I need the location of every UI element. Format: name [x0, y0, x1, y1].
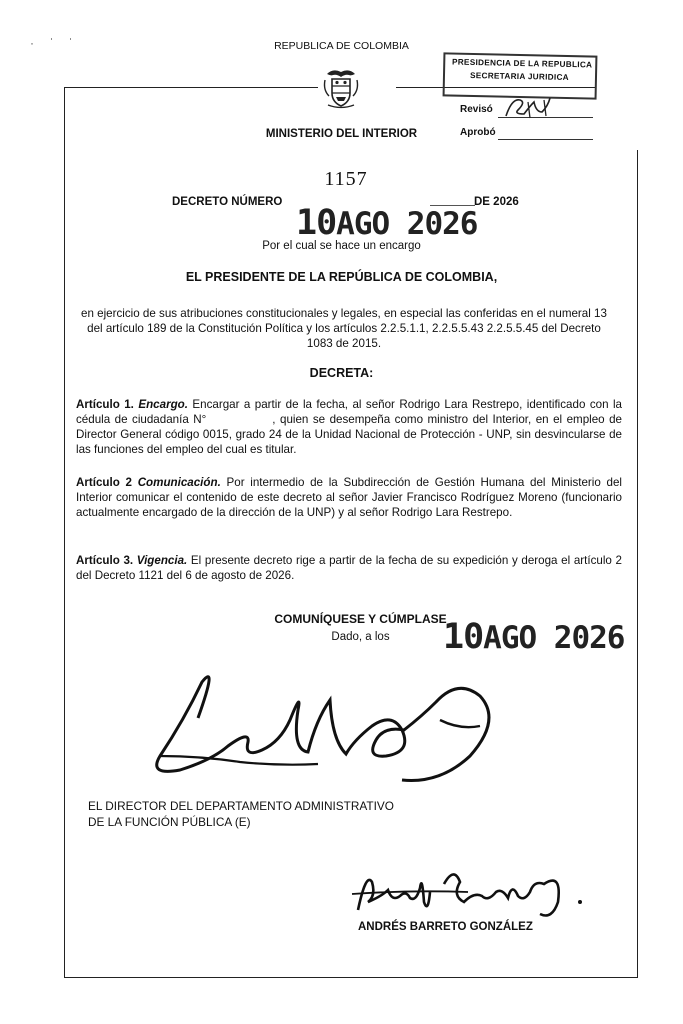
comuniquese-heading: COMUNÍQUESE Y CÚMPLASE: [274, 612, 447, 626]
andres-signature: [348, 862, 608, 924]
decree-stamp-month-year: AGO 2026: [336, 206, 478, 242]
decreta-heading: DECRETA:: [309, 366, 374, 380]
frame-left-border: [64, 87, 65, 977]
dado-label: Dado, a los: [331, 631, 390, 643]
frame-bottom-border: [64, 977, 638, 978]
decree-date-stamp: [296, 203, 477, 243]
review-stamp-line1: PRESIDENCIA DE LA REPUBLICA: [451, 57, 593, 70]
article-1: [76, 397, 622, 457]
aprobo-label: Aprobó: [460, 127, 496, 138]
considerations-paragraph: en ejercicio de sus atribuciones constitucionales y legales, en especial las conferidas en el numeral 13 del artículo 189 de la Constitución Política y los artículos 2.2.5.1.1, 2.2.5.5.43 2.2.5.5.45 del Decreto 1083 de 2015.: [81, 307, 607, 350]
article-2-text: Por intermedio de la Subdirección de Gestión Humana del Ministerio del Interior comunicar el contenido de este decreto al señor Javier Francisco Rodríguez Moreno (funcionario actualmente encargado de la dirección de la UNP) y al señor Rodrigo Lara Restrepo.: [76, 476, 622, 519]
aprobo-line: [498, 139, 593, 140]
article-3-text: El presente decreto rige a partir de la fecha de su expedición y deroga el artículo 2 del Decreto 1121 del 6 de agosto de 2026.: [76, 554, 622, 582]
president-heading: EL PRESIDENTE DE LA REPÚBLICA DE COLOMBIA,: [185, 270, 498, 284]
republic-heading: REPUBLICA DE COLOMBIA: [274, 40, 409, 52]
review-initials-signature: [500, 92, 558, 122]
ministry-heading: MINISTERIO DEL INTERIOR: [265, 128, 418, 140]
article-1-number: Artículo 1.: [76, 398, 134, 411]
director-title-line1: EL DIRECTOR DEL DEPARTAMENTO ADMINISTRATIVO: [88, 799, 394, 813]
decree-number: 1157: [324, 168, 368, 190]
decree-number-label: DECRETO NÚMERO: [172, 196, 283, 208]
closing-stamp-month-year: AGO 2026: [483, 620, 625, 656]
article-1-title: Encargo.: [138, 398, 188, 411]
coat-of-arms-icon: [319, 66, 363, 110]
article-3-title: Vigencia.: [136, 554, 188, 567]
andres-name: ANDRÉS BARRETO GONZÁLEZ: [358, 921, 533, 933]
article-1-text-a: Encargar a partir de la fecha, al señor Rodrigo Lara Restrepo, identificado con la cédula de ciudadanía N°: [76, 398, 622, 426]
review-stamp-line2: SECRETARIA JURIDICA: [469, 70, 570, 83]
article-2: [76, 475, 622, 520]
director-title-line2: DE LA FUNCIÓN PÚBLICA (E): [88, 815, 251, 829]
president-signature: [140, 660, 520, 805]
article-3-number: Artículo 3.: [76, 554, 134, 567]
decree-stamp-day: 10: [296, 203, 337, 243]
article-2-number: Artículo 2: [76, 476, 132, 489]
article-2-title: Comunicación.: [137, 476, 221, 489]
scan-specks: · ˈ ˈ: [30, 36, 79, 50]
article-3: [76, 553, 622, 583]
decree-subject: Por el cual se hace un encargo: [262, 240, 421, 252]
article-1-text-b: , quien se desempeña como ministro del Interior, en el empleo de Director General código 0015, grado 24 de la Unidad Nacional de Protección - UNP, sin desvincularse de las funciones del empleo del cual es titular.: [76, 413, 623, 456]
decree-year: DE 2026: [474, 196, 519, 208]
closing-stamp-day: 10: [443, 617, 484, 657]
closing-date-stamp: [443, 617, 624, 657]
director-title: [88, 798, 394, 830]
reviso-label: Revisó: [460, 104, 493, 115]
frame-top-border: [64, 87, 318, 88]
